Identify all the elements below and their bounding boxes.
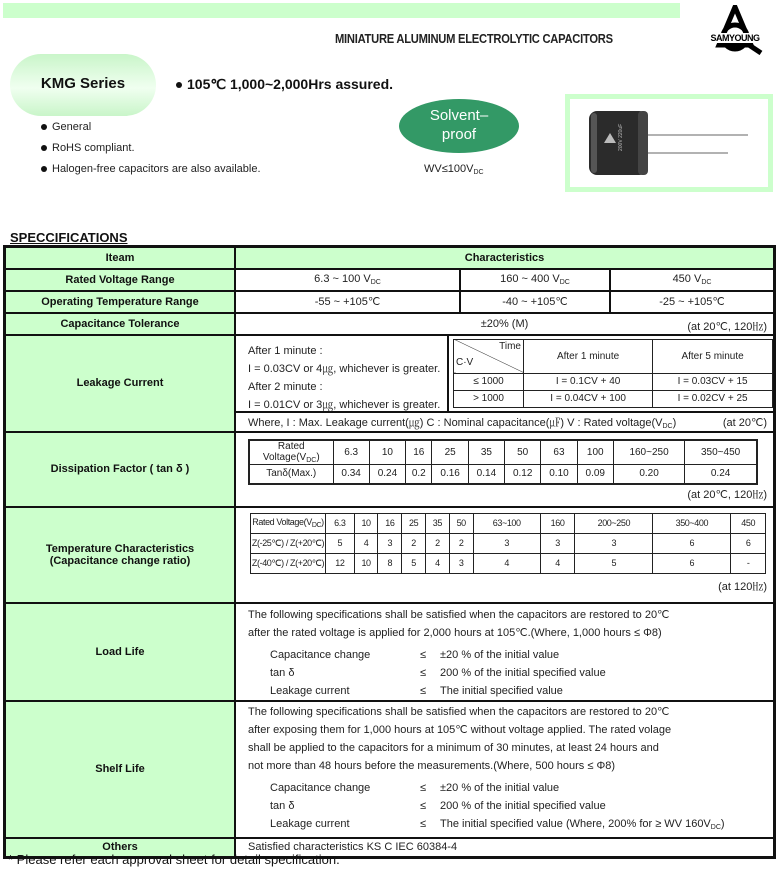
row-leakage-current	[5, 335, 775, 412]
capacitor-image	[570, 99, 768, 187]
item-label: Dissipation Factor ( tan δ )	[5, 432, 236, 507]
series-badge	[10, 54, 156, 116]
value-cell: 0.20	[613, 464, 684, 484]
item-label: Capacitance Tolerance	[5, 313, 236, 335]
item-label: Shelf Life	[5, 701, 236, 838]
value-cell: 16	[378, 513, 402, 533]
value-cell: 35	[468, 440, 504, 465]
value-cell: -	[731, 553, 766, 573]
temperature-cell	[235, 507, 775, 603]
value-cell: 160 ~ 400 $V_{DC}$	[460, 269, 610, 291]
value-cell	[235, 313, 775, 335]
headline	[176, 76, 393, 93]
row-label: Z(-25℃) / Z(+20℃)	[251, 533, 326, 553]
brand-name: SAMYOUNG	[705, 33, 765, 43]
table-row: > 1000 I = 0.04CV + 100 I = 0.02CV + 25	[454, 390, 773, 407]
value-cell: 0.10	[541, 464, 577, 484]
feature-text: General	[52, 121, 92, 133]
value-cell: 0.24	[369, 464, 405, 484]
dissipation-cell	[235, 432, 775, 507]
value-cell: 200~250	[575, 513, 653, 533]
value-cell: 0.34	[333, 464, 369, 484]
temperature-table	[250, 513, 766, 574]
headline-text: 105℃ 1,000~2,000Hrs assured.	[187, 76, 394, 92]
item-label: Rated Voltage Range	[5, 269, 236, 291]
item-label: Others	[5, 838, 236, 858]
svg-text:200V 220uF: 200V 220uF	[618, 123, 624, 151]
footnote: * Please refer each approval sheet for detail specification.	[8, 852, 340, 867]
value-cell: 350~400	[653, 513, 731, 533]
series-name: KMG Series	[40, 74, 126, 92]
header-bar	[3, 3, 680, 18]
value-cell: 25	[432, 440, 468, 465]
bullet-icon	[41, 124, 47, 130]
value-cell: 10	[369, 440, 405, 465]
condition-row: tan δ ≤ 200 % of the initial specified value	[270, 799, 606, 812]
value-cell: 4	[354, 533, 378, 553]
value-cell: 50	[449, 513, 473, 533]
shelf-life-cell: The following specifications shall be satisfied when the capacitors are restored to 20℃ after exposing them for 1,000 hours at 105℃ without voltage applied. The rated volage shall be applied to the capacitors for a minimum of 30 minutes, at least 24 hours and not more than 48 hours before the measurements.(Where, 500 hours ≤ Φ8) Capacitance change ≤ ±20 % of the initial value tan δ ≤ 200 % of the initial specified value Leakage current ≤ The initial specified value (Where, 200% for ≥ WV $160V_{DC}$)	[235, 701, 775, 838]
item-label: Temperature Characteristics (Capacitance change ratio)	[5, 507, 236, 603]
row-label: Rated $Voltage(V_{DC})$	[251, 513, 326, 533]
value-cell: 6	[731, 533, 766, 553]
tolerance-note: (at 20℃, 120㎐)	[687, 320, 767, 333]
value-cell: 8	[378, 553, 402, 573]
dissipation-table	[248, 439, 758, 486]
condition-row: Capacitance change ≤ ±20 % of the initial value	[270, 781, 560, 794]
value-cell: 5	[575, 553, 653, 573]
condition-row: Capacitance change ≤ ±20 % of the initial value	[270, 648, 560, 661]
value-cell: 2	[402, 533, 426, 553]
samyoung-logo	[705, 5, 765, 55]
dissipation-note: (at 20℃, 120㎐)	[687, 488, 767, 501]
feature-text: RoHS compliant.	[52, 142, 135, 154]
value-cell: 5	[326, 533, 355, 553]
value-cell: 6.3	[333, 440, 369, 465]
row-load-life	[5, 603, 775, 701]
condition-row: tan δ ≤ 200 % of the initial specified value	[270, 666, 606, 679]
condition-row: Leakage current ≤ The initial specified value (Where, 200% for ≥ WV $160V_{DC}$)	[270, 817, 725, 831]
value-cell: 350~450	[685, 440, 757, 465]
value-cell: 3	[473, 533, 540, 553]
specifications-heading: SPECCIFICATIONS	[10, 230, 128, 245]
feature-item	[41, 121, 91, 133]
header-item: Iteam	[5, 247, 236, 269]
value-cell: 3	[575, 533, 653, 553]
value-cell: 6	[653, 553, 731, 573]
value-cell: 10	[354, 553, 378, 573]
value-cell: -40 ~ +105℃	[460, 291, 610, 313]
value-cell: 4	[473, 553, 540, 573]
value-cell: 2	[449, 533, 473, 553]
table-row: ≤ 1000 I = 0.1CV + 40 I = 0.03CV + 15	[454, 373, 773, 390]
value-cell: 25	[402, 513, 426, 533]
value-cell: 50	[505, 440, 541, 465]
leakage-table	[453, 339, 773, 408]
logo-icon	[705, 5, 765, 55]
value-cell: 35	[426, 513, 450, 533]
feature-text: Halogen-free capacitors are also available.	[52, 163, 261, 175]
badge-line: proof	[441, 126, 477, 143]
leakage-where: Where, I : Max. Leakage current(㎍) C : Nominal capacitance(㎌) V : Rated $voltage(V_{DC})$ (at 20℃)	[235, 412, 775, 432]
row-capacitance-tolerance	[5, 313, 775, 335]
bullet-icon	[41, 145, 47, 151]
value-cell: 2	[426, 533, 450, 553]
header-characteristics: Characteristics	[235, 247, 775, 269]
value-cell: 6.3 ~ 100 $V_{DC}$	[235, 269, 460, 291]
badge-line: Solvent–	[429, 107, 489, 124]
col-header: After 5 minute	[653, 339, 773, 373]
value-cell: 450 $V_{DC}$	[610, 269, 775, 291]
row-temperature-characteristics	[5, 507, 775, 603]
row-label: Z(-40℃) / Z(+20℃)	[251, 553, 326, 573]
value-cell: 6	[653, 533, 731, 553]
leakage-text: After 1 minute : I = 0.03CV or 4㎍, whichever is greater. After 2 minute : I = 0.01CV or 3㎍, whichever is greater.	[236, 336, 449, 411]
value-cell: 450	[731, 513, 766, 533]
value-cell: 160	[540, 513, 575, 533]
corner-cell: Time C·V	[454, 339, 524, 373]
value-cell: -55 ~ +105℃	[235, 291, 460, 313]
item-label: Operating Temperature Range	[5, 291, 236, 313]
value-cell: 160~250	[613, 440, 684, 465]
wv-limit	[424, 163, 484, 176]
value-cell: 0.16	[432, 464, 468, 484]
value-cell: 63	[541, 440, 577, 465]
value-cell: 3	[378, 533, 402, 553]
leakage-cell	[235, 335, 775, 412]
value-cell: 63~100	[473, 513, 540, 533]
value-cell: 0.2	[406, 464, 432, 484]
temperature-note: (at 120㎐)	[718, 580, 767, 593]
row-label: Tanδ(Max.)	[249, 464, 333, 484]
bullet-icon	[176, 82, 182, 88]
col-header: After 1 minute	[524, 339, 653, 373]
others-value: Satisfied characteristics KS C IEC 60384-4	[235, 838, 775, 858]
value-cell: 0.24	[685, 464, 757, 484]
product-photo	[565, 94, 773, 192]
row-dissipation-factor	[5, 432, 775, 507]
tolerance-value: ±20% (M)	[480, 317, 529, 330]
wv-text: WV≤100V	[424, 163, 474, 175]
value-cell: 3	[449, 553, 473, 573]
value-cell: 10	[354, 513, 378, 533]
value-cell: -25 ~ +105℃	[610, 291, 775, 313]
value-cell: 3	[540, 533, 575, 553]
value-cell: 4	[426, 553, 450, 573]
load-life-cell: The following specifications shall be satisfied when the capacitors are restored to 20℃ after the rated voltage is applied for 2,000 hours at 105℃.(Where, 1,000 hours ≤ Φ8) Capacitance change ≤ ±20 % of the initial value tan δ ≤ 200 % of the initial specified value Leakage current ≤ The initial specified value	[235, 603, 775, 701]
row-rated-voltage	[5, 269, 775, 291]
value-cell: 5	[402, 553, 426, 573]
solvent-proof-badge	[399, 99, 519, 153]
value-cell: 16	[406, 440, 432, 465]
value-cell: 0.14	[468, 464, 504, 484]
value-cell: 12	[326, 553, 355, 573]
bullet-icon	[41, 166, 47, 172]
row-shelf-life	[5, 701, 775, 838]
feature-item	[41, 142, 135, 154]
row-label: Rated $Voltage(V_{DC})$	[249, 440, 333, 465]
condition-row: Leakage current ≤ The initial specified value	[270, 684, 563, 697]
item-label: Load Life	[5, 603, 236, 701]
specifications-table	[3, 245, 776, 859]
value-cell: 6.3	[326, 513, 355, 533]
value-cell: 4	[540, 553, 575, 573]
value-cell: 0.09	[577, 464, 613, 484]
value-cell: 0.12	[505, 464, 541, 484]
row-operating-temp	[5, 291, 775, 313]
wv-sub: DC	[473, 169, 484, 176]
value-cell: 100	[577, 440, 613, 465]
document-title: MINIATURE ALUMINUM ELECTROLYTIC CAPACITORS	[335, 31, 613, 46]
item-label: Leakage Current	[5, 335, 236, 432]
feature-item	[41, 163, 261, 175]
